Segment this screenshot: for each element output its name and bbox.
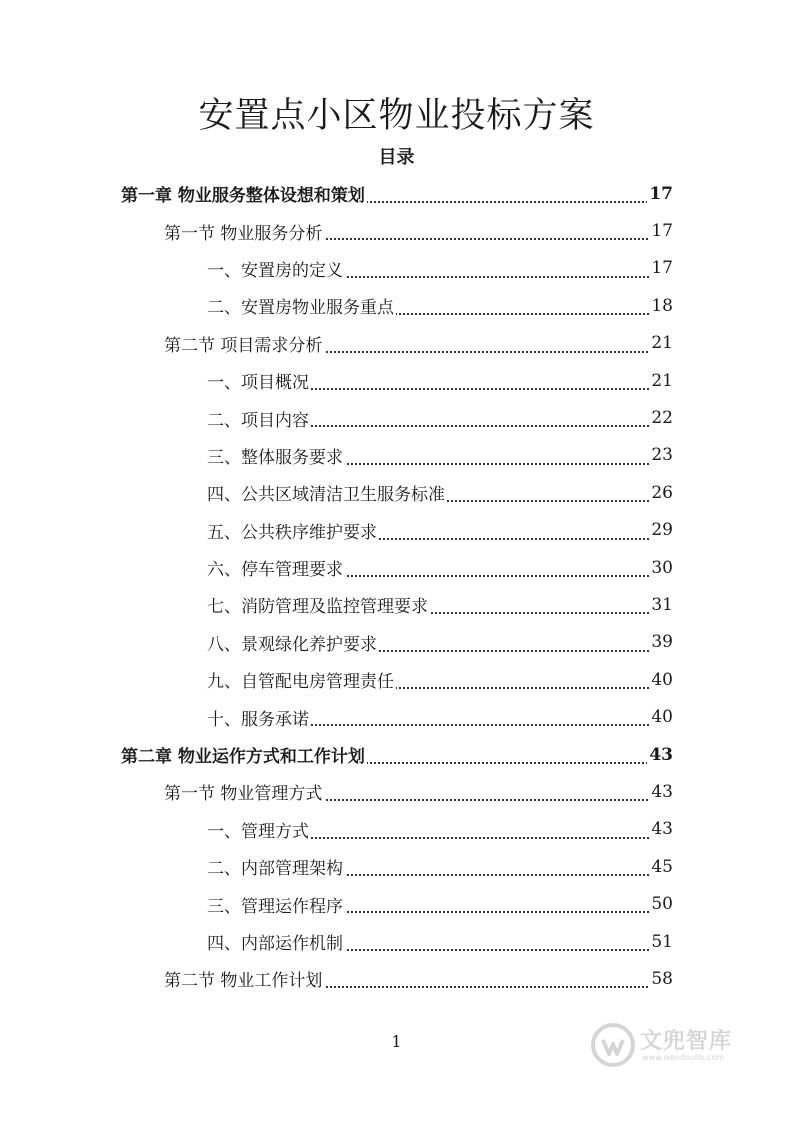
toc-entry[interactable] xyxy=(0,811,793,848)
toc-entry-page: 17 xyxy=(649,183,673,204)
toc-entry[interactable] xyxy=(0,325,793,362)
toc-entry-label: 第一节 物业管理方式 xyxy=(164,779,324,804)
toc-entry[interactable] xyxy=(0,474,793,511)
toc-entry-page: 58 xyxy=(651,968,673,989)
toc-entry[interactable] xyxy=(0,586,793,623)
toc-entry[interactable] xyxy=(0,960,793,997)
toc-entry-label: 五、公共秩序维护要求 xyxy=(207,518,379,543)
toc-entry-label: 一、管理方式 xyxy=(207,817,311,842)
toc-entry[interactable] xyxy=(0,512,793,549)
toc-entry[interactable] xyxy=(0,437,793,474)
toc-entry-page: 21 xyxy=(651,370,673,391)
toc-entry-page: 39 xyxy=(651,632,673,653)
toc-entry-page: 17 xyxy=(651,258,673,279)
toc-entry-page: 29 xyxy=(651,520,673,541)
toc-entry-page: 43 xyxy=(651,781,673,802)
toc-entry-page: 22 xyxy=(651,408,673,429)
toc-entry-page: 50 xyxy=(651,894,673,915)
toc-entry-page: 30 xyxy=(651,557,673,578)
toc-entry[interactable] xyxy=(0,624,793,661)
toc-entry-page: 40 xyxy=(651,669,673,690)
toc-entry[interactable] xyxy=(0,287,793,324)
toc-entry-label: 第一章 物业服务整体设想和策划 xyxy=(121,181,367,206)
toc-entry-label: 十、服务承诺 xyxy=(207,705,311,730)
toc-entry[interactable] xyxy=(0,399,793,436)
toc-entry-label: 一、项目概况 xyxy=(207,368,311,393)
toc-entry[interactable] xyxy=(0,848,793,885)
toc-entry[interactable] xyxy=(0,250,793,287)
toc-entry-label: 第二章 物业运作方式和工作计划 xyxy=(121,742,367,767)
toc-entry-label: 二、内部管理架构 xyxy=(207,854,345,879)
toc-entry[interactable] xyxy=(0,549,793,586)
toc-entry-page: 23 xyxy=(651,445,673,466)
document-title: 安置点小区物业投标方案 xyxy=(198,96,595,136)
toc-entry-page: 45 xyxy=(651,856,673,877)
toc-entry-page: 17 xyxy=(651,221,673,242)
toc-entry-label: 一、安置房的定义 xyxy=(207,256,345,281)
toc-entry[interactable] xyxy=(0,698,793,735)
toc-entry[interactable] xyxy=(0,923,793,960)
toc-entry-label: 第一节 物业服务分析 xyxy=(164,219,324,244)
table-of-contents xyxy=(0,175,793,998)
toc-entry-page: 43 xyxy=(649,744,673,765)
toc-entry-label: 三、管理运作程序 xyxy=(207,892,345,917)
watermark xyxy=(590,1020,760,1068)
toc-entry[interactable] xyxy=(0,175,793,212)
toc-entry-page: 21 xyxy=(651,333,673,354)
toc-entry-label: 二、项目内容 xyxy=(207,406,311,431)
toc-entry[interactable] xyxy=(0,773,793,810)
toc-entry-page: 43 xyxy=(651,819,673,840)
watermark-brand: 文兜智库 xyxy=(640,1029,733,1054)
toc-entry-label: 第二节 项目需求分析 xyxy=(164,331,324,356)
toc-entry-label: 第二节 物业工作计划 xyxy=(164,966,324,991)
toc-entry-page: 18 xyxy=(651,295,673,316)
toc-entry[interactable] xyxy=(0,212,793,249)
toc-entry-page: 51 xyxy=(651,931,673,952)
toc-entry-label: 六、停车管理要求 xyxy=(207,555,345,580)
toc-entry-label: 四、内部运作机制 xyxy=(207,929,345,954)
toc-entry[interactable] xyxy=(0,661,793,698)
toc-entry[interactable] xyxy=(0,736,793,773)
toc-entry-label: 九、自管配电房管理责任 xyxy=(207,667,396,692)
toc-entry-page: 31 xyxy=(651,594,673,615)
watermark-url: www.wendoulib.com xyxy=(642,1053,725,1062)
wendou-logo-icon xyxy=(590,1022,636,1068)
toc-entry-label: 二、安置房物业服务重点 xyxy=(207,293,396,318)
toc-entry-label: 七、消防管理及监控管理要求 xyxy=(207,592,430,617)
toc-heading: 目录 xyxy=(378,147,415,168)
toc-entry-label: 四、公共区域清洁卫生服务标准 xyxy=(207,480,447,505)
toc-entry-page: 26 xyxy=(651,482,673,503)
toc-entry-label: 三、整体服务要求 xyxy=(207,443,345,468)
toc-entry[interactable] xyxy=(0,885,793,922)
page-number: 1 xyxy=(391,1032,402,1051)
toc-entry[interactable] xyxy=(0,362,793,399)
toc-entry-page: 40 xyxy=(651,707,673,728)
toc-entry-label: 八、景观绿化养护要求 xyxy=(207,630,379,655)
